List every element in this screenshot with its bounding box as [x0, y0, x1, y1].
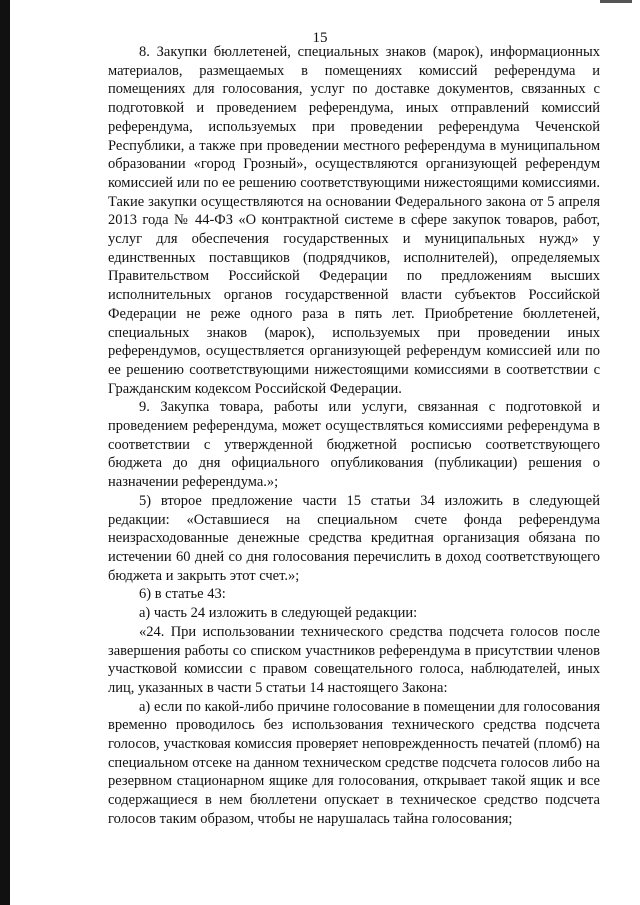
- paragraph-item-9: 9. Закупка товара, работы или услуги, связанная с подготовкой и проведением референдума, может осуществляться комиссиями референдума в соответствии с утвержденной бюджетной росписью соответствующего бюджета до дня официального опубликования (публикации) решения о назначении референдума.»;: [108, 399, 600, 491]
- page-number: 15: [312, 30, 328, 46]
- paragraph-item-8: 8. Закупки бюллетеней, специальных знаков (марок), информационных материалов, размещаемых в помещениях комиссий референдума и помещениях для голосования, услуг по доставке документов, связанных с подготовкой и проведением референдума, иных отправлений комиссий референдума, используемых при проведении референдума Чеченской Республики, а также при проведении местного референдума в муниципальном образовании «город Грозный», осуществляются организующей референдум комиссией или по ее решению соответствующими нижестоящими комиссиями. Такие закупки осуществляются на основании Федерального закона от 5 апреля 2013 года № 44-ФЗ «О контрактной системе в сфере закупок товаров, работ, услуг для обеспечения государственных и муниципальных нужд» у единственных поставщиков (подрядчиков, исполнителей), определяемых Правительством Российской Федерации по предложениям высших исполнительных органов государственной власти субъектов Российской Федерации не реже одного раза в пять лет. Приобретение бюллетеней, специальных знаков (марок), используемых при проведении иных референдумов, осуществляется организующей референдум комиссией или по ее решению соответствующими нижестоящими комиссиями в соответствии с Гражданским кодексом Российской Федерации.: [108, 44, 600, 397]
- scan-top-mark: [600, 0, 632, 3]
- paragraph-subitem-a: а) часть 24 изложить в следующей редакции:: [139, 605, 418, 622]
- paragraph-amendment-6: 6) в статье 43:: [139, 586, 226, 603]
- paragraph-amendment-5: 5) второе предложение части 15 статьи 34 изложить в следующей редакции: «Оставшиеся на специальном счете фонда референдума неизрасходованные денежные средства кредитная организация обязана по истечении 60 дней со дня голосования перечислить в доход соответствующего бюджета и закрыть этот счет.»;: [108, 492, 600, 584]
- paragraph-part-24: «24. При использовании технического средства подсчета голосов после завершения работы со списком участников референдума в присутствии членов участковой комиссии с правом совещательного голоса, наблюдателей, иных лиц, указанных в части 5 статьи 14 настоящего Закона:: [108, 623, 600, 696]
- paragraph-part-24-a: а) если по какой-либо причине голосование в помещении для голосования временно проводилось без использования технического средства подсчета голосов, участковая комиссия проверяет неповрежденность печатей (пломб) на специальном отсеке на данном техническом средстве подсчета голосов либо на резервном стационарном ящике для голосования, открывает такой ящик и все содержащиеся в нем бюллетени опускает в техническое средство подсчета голосов таким образом, чтобы не нарушалась тайна голосования;: [108, 698, 600, 827]
- document-body: [108, 43, 600, 829]
- scan-edge-bar: [0, 0, 10, 905]
